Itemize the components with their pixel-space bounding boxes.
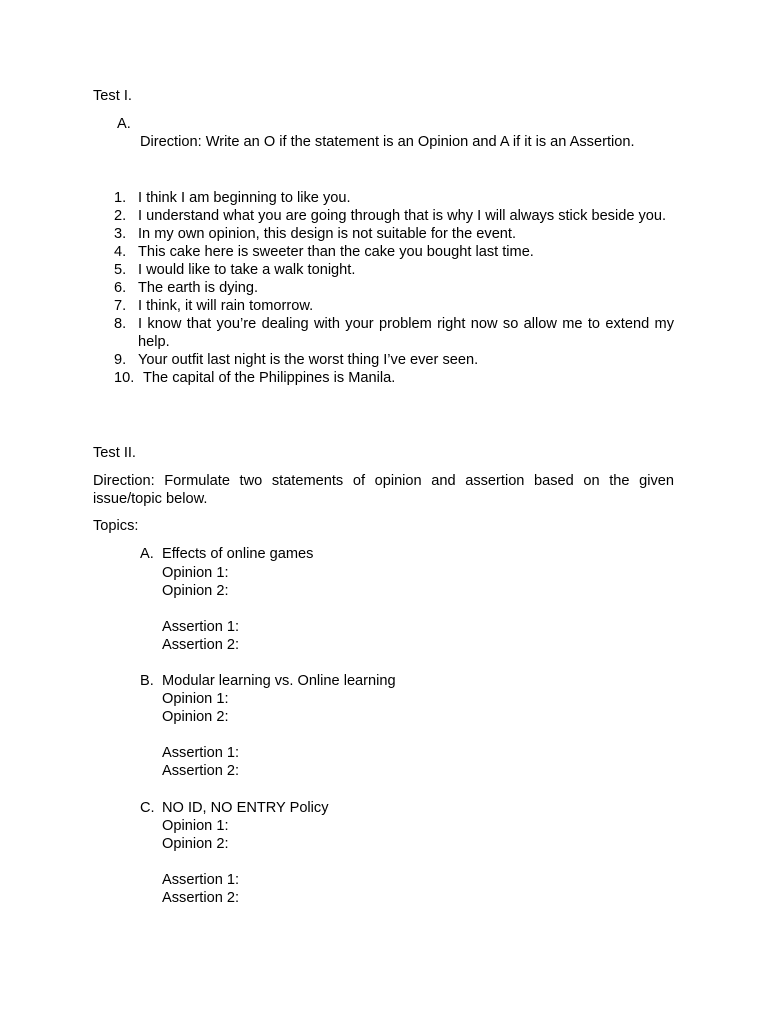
test2-direction-line1: Direction: Formulate two statements of opinion and assertion based on the given (93, 473, 674, 489)
list-item (0, 315, 768, 351)
item-text: This cake here is sweeter than the cake you bought last time. (138, 244, 534, 260)
item-text: In my own opinion, this design is not suitable for the event. (138, 226, 517, 242)
list-item (0, 369, 768, 387)
list-item (0, 261, 768, 279)
assertion-1-label: Assertion 1: (162, 745, 240, 761)
item-text: I know that you’re dealing with your problem right now so allow me to extend my help. (138, 316, 674, 350)
list-item (0, 297, 768, 315)
assertion-2-label: Assertion 2: (162, 763, 240, 779)
list-item (0, 189, 768, 207)
test2-direction-line2: issue/topic below. (93, 491, 208, 507)
opinion-2-label: Opinion 2: (162, 836, 229, 852)
opinion-2-label: Opinion 2: (162, 709, 229, 725)
opinion-1-label: Opinion 1: (162, 565, 229, 581)
item-number: 4. (114, 244, 127, 260)
item-number: 3. (114, 226, 127, 242)
item-number: 9. (114, 352, 127, 368)
item-text: Your outfit last night is the worst thing I’ve ever seen. (138, 352, 479, 368)
section-a-label: A. (117, 116, 131, 132)
assertion-1-label: Assertion 1: (162, 872, 240, 888)
item-number: 8. (114, 316, 127, 332)
item-number: 10. (114, 370, 135, 386)
item-number: 1. (114, 190, 127, 206)
topic-letter: B. (140, 673, 154, 689)
item-text: The capital of the Philippines is Manila. (143, 370, 396, 386)
item-number: 6. (114, 280, 127, 296)
assertion-2-label: Assertion 2: (162, 890, 240, 906)
topic-letter: A. (140, 546, 154, 562)
topic-letter: C. (140, 800, 155, 816)
list-item (0, 351, 768, 369)
item-number: 7. (114, 298, 127, 314)
item-text: I would like to take a walk tonight. (138, 262, 356, 278)
assertion-1-label: Assertion 1: (162, 619, 240, 635)
test1-question-list (0, 189, 768, 387)
test1-title: Test I. (93, 88, 132, 104)
item-number: 2. (114, 208, 127, 224)
list-item (0, 207, 768, 225)
opinion-2-label: Opinion 2: (162, 583, 229, 599)
list-item (0, 225, 768, 243)
item-text: I think, it will rain tomorrow. (138, 298, 314, 314)
topics-label: Topics: (93, 518, 139, 534)
test2-direction (93, 472, 674, 508)
topic-title: NO ID, NO ENTRY Policy (162, 800, 329, 816)
topic-title: Modular learning vs. Online learning (162, 673, 396, 689)
item-text: I think I am beginning to like you. (138, 190, 351, 206)
topic-title: Effects of online games (162, 546, 314, 562)
list-item (0, 279, 768, 297)
assertion-2-label: Assertion 2: (162, 637, 240, 653)
item-text: I understand what you are going through that is why I will always stick beside you. (138, 208, 667, 224)
list-item (0, 243, 768, 261)
opinion-1-label: Opinion 1: (162, 818, 229, 834)
test2-title: Test II. (93, 445, 136, 461)
item-number: 5. (114, 262, 127, 278)
item-text: The earth is dying. (138, 280, 259, 296)
test1-direction: Direction: Write an O if the statement is an Opinion and A if it is an Assertion. (140, 134, 635, 150)
opinion-1-label: Opinion 1: (162, 691, 229, 707)
